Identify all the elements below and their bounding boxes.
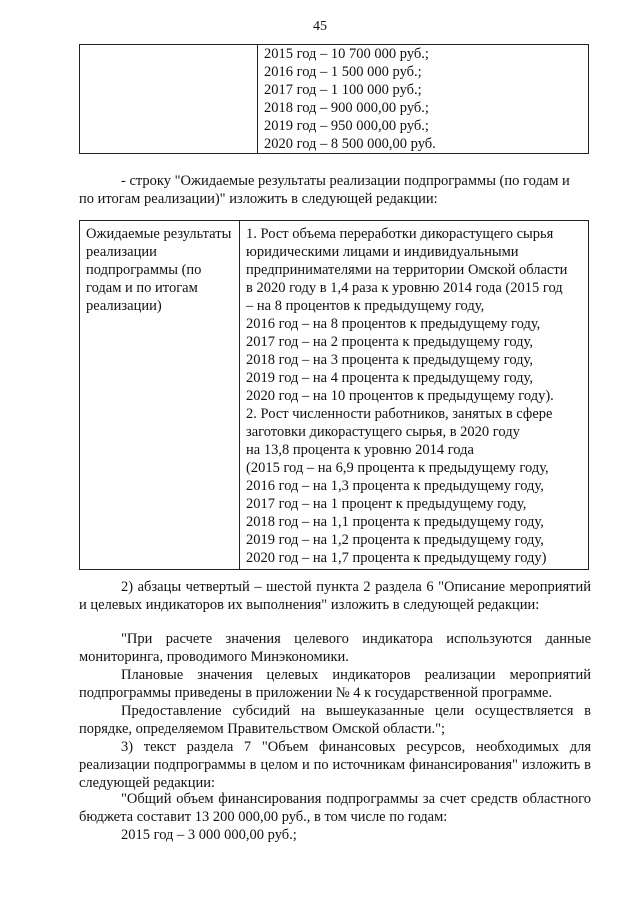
paragraph-monitoring: "При расчете значения целевого индикатора используются данные мониторинга, проводимого Минэкономики.	[79, 631, 591, 665]
result-line: заготовки дикорастущего сырья, в 2020 году	[246, 424, 520, 440]
expected-results-content-cell	[240, 221, 589, 570]
funding-line: 2017 год – 1 100 000 руб.;	[264, 82, 422, 98]
result-line: юридическими лицами и индивидуальными	[246, 244, 519, 260]
result-line: 2. Рост численности работников, занятых в сфере	[246, 406, 553, 422]
result-line: – на 8 процентов к предыдущему году,	[246, 298, 485, 314]
funding-line: 2020 год – 8 500 000,00 руб.	[264, 136, 436, 152]
result-line: 2018 год – на 1,1 процента к предыдущему году,	[246, 514, 544, 530]
paragraph-total-funding: "Общий объем финансирования подпрограммы за счет средств областного бюджета составит 13 200 000,00 руб., в том числе по годам:	[79, 791, 591, 825]
funding-line: 2015 год – 10 700 000 руб.;	[264, 46, 429, 62]
funding-line: 2016 год – 1 500 000 руб.;	[264, 64, 422, 80]
result-line: 2016 год – на 1,3 процента к предыдущему году,	[246, 478, 544, 494]
intro-line: - строку "Ожидаемые результаты реализации подпрограммы (по годам и	[121, 173, 570, 189]
table-row	[80, 221, 589, 570]
expected-results-table	[79, 220, 589, 570]
paragraph-funding-2015: 2015 год – 3 000 000,00 руб.;	[121, 827, 297, 843]
intro-line: по итогам реализации)" изложить в следующей редакции:	[79, 191, 438, 207]
result-line: в 2020 году в 1,4 раза к уровню 2014 года (2015 год	[246, 280, 563, 296]
result-line: на 13,8 процента к уровню 2014 года	[246, 442, 474, 458]
result-line: 2019 год – на 4 процента к предыдущему году,	[246, 370, 533, 386]
expected-results-label-cell	[80, 221, 240, 570]
label-line: подпрограммы (по	[86, 262, 202, 278]
result-line: 1. Рост объема переработки дикорастущего сырья	[246, 226, 554, 242]
result-line: 2020 год – на 10 процентов к предыдущему году).	[246, 388, 554, 404]
paragraph-amend-section-6: 2) абзацы четвертый – шестой пункта 2 раздела 6 "Описание мероприятий и целевых индикаторов их выполнения" изложить в следующей редакции:	[79, 579, 591, 613]
result-line: 2020 год – на 1,7 процента к предыдущему году)	[246, 550, 547, 566]
result-line: 2017 год – на 1 процент к предыдущему году,	[246, 496, 527, 512]
label-line: реализации	[86, 244, 157, 260]
result-line: 2019 год – на 1,2 процента к предыдущему году,	[246, 532, 544, 548]
result-line: 2016 год – на 8 процентов к предыдущему году,	[246, 316, 541, 332]
funding-by-year-cell	[258, 45, 589, 154]
paragraph-subsidies: Предоставление субсидий на вышеуказанные цели осуществляется в порядке, определяемом Правительством Омской области.";	[79, 703, 591, 737]
page-number: 45	[313, 19, 327, 34]
table-cell-empty	[80, 45, 258, 154]
label-line: Ожидаемые результаты	[86, 226, 232, 242]
label-line: реализации)	[86, 298, 162, 314]
funding-table	[79, 44, 589, 154]
result-line: предпринимателями на территории Омской области	[246, 262, 568, 278]
paragraph-amend-section-7: 3) текст раздела 7 "Объем финансовых ресурсов, необходимых для реализации подпрограммы в целом и по источникам финансирования" изложить в следующей редакции:	[79, 739, 591, 791]
result-line: 2017 год – на 2 процента к предыдущему году,	[246, 334, 533, 350]
funding-line: 2018 год – 900 000,00 руб.;	[264, 100, 429, 116]
result-line: 2018 год – на 3 процента к предыдущему году,	[246, 352, 533, 368]
label-line: годам и по итогам	[86, 280, 198, 296]
intro-paragraph	[79, 172, 591, 208]
result-line: (2015 год – на 6,9 процента к предыдущему году,	[246, 460, 549, 476]
paragraph-planned-values: Плановые значения целевых индикаторов реализации мероприятий подпрограммы приведены в приложении № 4 к государственной программе.	[79, 667, 591, 701]
table-row	[80, 45, 589, 154]
funding-line: 2019 год – 950 000,00 руб.;	[264, 118, 429, 134]
